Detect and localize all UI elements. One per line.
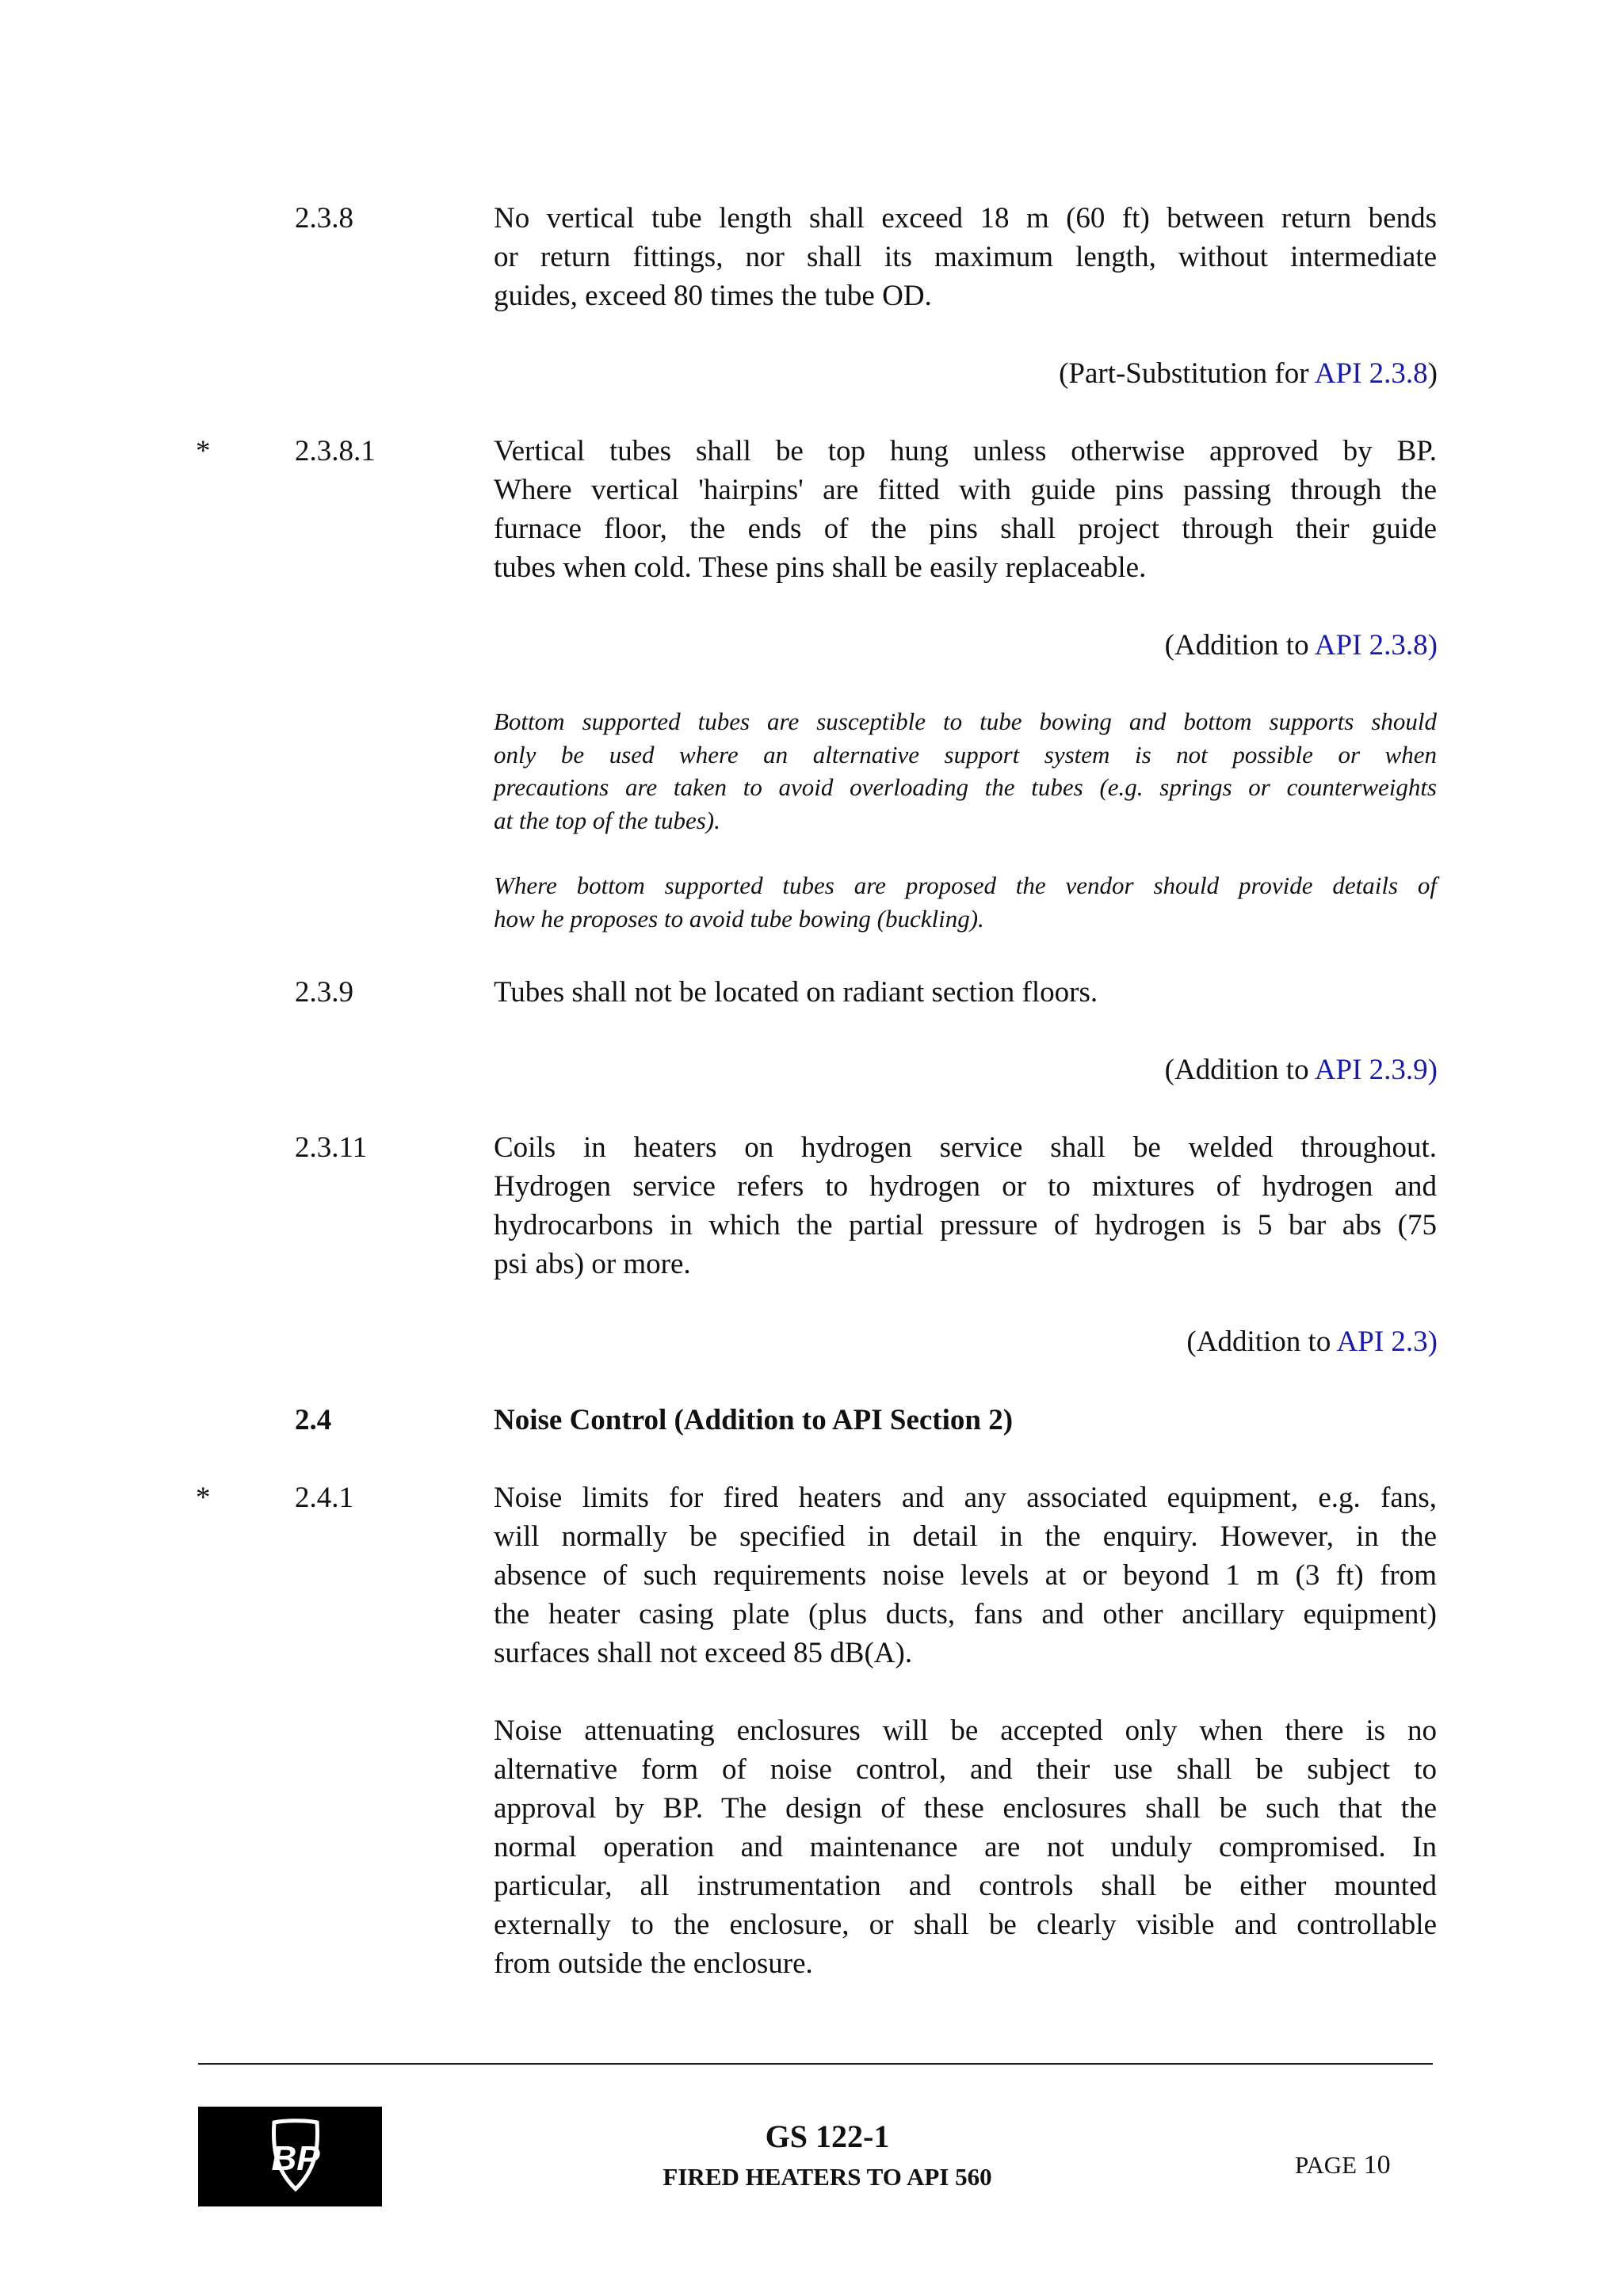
text-line: psi abs) or more. bbox=[494, 1248, 691, 1280]
reference-note bbox=[1165, 626, 1438, 665]
api-reference-link[interactable]: API 2.3) bbox=[1336, 1325, 1438, 1358]
text-line: Vertical tubes shall be top hung unless otherwise approved by BP. bbox=[494, 435, 1437, 467]
reference-prefix: (Part-Substitution for bbox=[1059, 357, 1315, 390]
text-line: Hydrogen service refers to hydrogen or to mixtures of hydrogen and bbox=[494, 1170, 1437, 1203]
text-line: approval by BP. The design of these enclosures shall be such that the bbox=[494, 1792, 1437, 1825]
change-marker: * bbox=[196, 1482, 211, 1514]
clause-number: 2.4.1 bbox=[295, 1482, 353, 1514]
page-number-value: 10 bbox=[1363, 2150, 1391, 2180]
clause-number: 2.3.8 bbox=[295, 202, 353, 235]
text-line: hydrocarbons in which the partial pressure of hydrogen is 5 bar abs (75 bbox=[494, 1209, 1437, 1241]
text-line: furnace floor, the ends of the pins shall project through their guide bbox=[494, 513, 1437, 545]
clause-text bbox=[494, 973, 1437, 1012]
text-line: the heater casing plate (plus ducts, fans and other ancillary equipment) bbox=[494, 1598, 1437, 1630]
text-line: precautions are taken to avoid overloading the tubes (e.g. springs or counterweights bbox=[494, 773, 1437, 801]
text-line: particular, all instrumentation and controls shall be either mounted bbox=[494, 1870, 1437, 1902]
page-number bbox=[1295, 2149, 1391, 2181]
text-line: Bottom supported tubes are susceptible to tube bowing and bottom supports should bbox=[494, 707, 1437, 735]
reference-prefix: (Addition to bbox=[1164, 1054, 1315, 1086]
text-line: Where vertical 'hairpins' are fitted with guide pins passing through the bbox=[494, 474, 1437, 506]
clause-number: 2.3.8.1 bbox=[295, 435, 376, 467]
text-line: only be used where an alternative support system is not possible or when bbox=[494, 740, 1437, 769]
clause-text bbox=[494, 199, 1437, 315]
svg-text:BP: BP bbox=[271, 2139, 320, 2178]
guidance-text bbox=[494, 705, 1437, 837]
clause-number: 2.3.11 bbox=[295, 1131, 368, 1164]
text-line: will normally be specified in detail in the enquiry. However, in the bbox=[494, 1520, 1437, 1553]
text-line: Noise attenuating enclosures will be accepted only when there is no bbox=[494, 1714, 1437, 1747]
reference-note bbox=[1186, 1322, 1438, 1361]
heading-number: 2.4 bbox=[295, 1404, 332, 1436]
reference-note bbox=[1059, 354, 1438, 393]
clause-text bbox=[494, 432, 1437, 587]
reference-suffix: ) bbox=[1427, 357, 1438, 390]
text-line: Noise limits for fired heaters and any associated equipment, e.g. fans, bbox=[494, 1482, 1437, 1514]
text-line: how he proposes to avoid tube bowing (buckling). bbox=[494, 904, 984, 933]
text-line: guides, exceed 80 times the tube OD. bbox=[494, 280, 932, 312]
text-line: externally to the enclosure, or shall be clearly visible and controllable bbox=[494, 1909, 1437, 1941]
reference-prefix: (Addition to bbox=[1186, 1325, 1337, 1358]
text-line: from outside the enclosure. bbox=[494, 1947, 813, 1980]
page-label: PAGE bbox=[1295, 2151, 1358, 2179]
document-code: GS 122-1 bbox=[765, 2119, 890, 2154]
guidance-text bbox=[494, 869, 1437, 935]
text-line: Tubes shall not be located on radiant section floors. bbox=[494, 976, 1098, 1009]
text-line: normal operation and maintenance are not unduly compromised. In bbox=[494, 1831, 1437, 1863]
api-reference-link[interactable]: API 2.3.8) bbox=[1314, 629, 1438, 662]
heading-title: Noise Control (Addition to API Section 2) bbox=[494, 1404, 1014, 1436]
api-reference-link[interactable]: API 2.3.8 bbox=[1314, 357, 1428, 390]
clause-text bbox=[494, 1128, 1437, 1283]
text-line: Coils in heaters on hydrogen service shall be welded throughout. bbox=[494, 1131, 1437, 1164]
reference-note bbox=[1165, 1051, 1438, 1089]
text-line: Where bottom supported tubes are proposed the vendor should provide details of bbox=[494, 871, 1437, 899]
clause-text bbox=[494, 1478, 1437, 1672]
text-line: alternative form of noise control, and their use shall be subject to bbox=[494, 1753, 1437, 1786]
text-line: at the top of the tubes). bbox=[494, 806, 720, 834]
api-reference-link[interactable]: API 2.3.9) bbox=[1314, 1054, 1438, 1086]
clause-number: 2.3.9 bbox=[295, 976, 353, 1009]
document-title: FIRED HEATERS TO API 560 bbox=[663, 2163, 992, 2191]
footer-divider bbox=[198, 2063, 1433, 2065]
text-line: No vertical tube length shall exceed 18 m (60 ft) between return bends bbox=[494, 202, 1437, 235]
text-line: or return fittings, nor shall its maximum length, without intermediate bbox=[494, 241, 1437, 273]
change-marker: * bbox=[196, 435, 211, 467]
reference-prefix: (Addition to bbox=[1164, 629, 1315, 662]
text-line: absence of such requirements noise levels at or beyond 1 m (3 ft) from bbox=[494, 1559, 1437, 1592]
clause-text bbox=[494, 1711, 1437, 1983]
text-line: surfaces shall not exceed 85 dB(A). bbox=[494, 1637, 913, 1669]
text-line: tubes when cold. These pins shall be easily replaceable. bbox=[494, 551, 1147, 584]
